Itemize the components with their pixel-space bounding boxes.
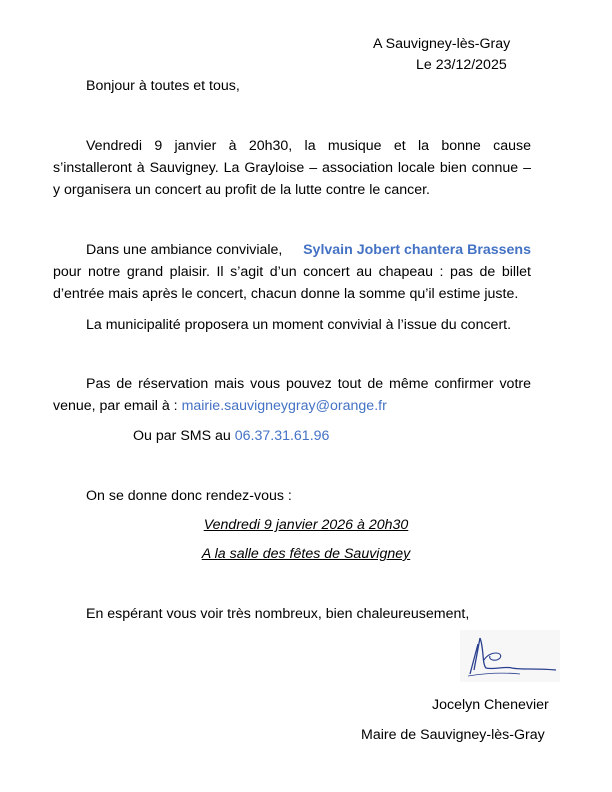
signature-name: Jocelyn Chenevier	[432, 697, 549, 713]
header-date: Le 23/12/2025	[416, 57, 507, 73]
paragraph1-line1: Vendredi 9 janvier à 20h30, la musique et la bonne cause	[86, 138, 531, 154]
rendezvous-when: Vendredi 9 janvier 2026 à 20h30	[203, 517, 409, 533]
paragraph1-line3: y organisera un concert au profit de la lutte contre le cancer.	[53, 182, 430, 198]
paragraph2-prefix: Dans une ambiance conviviale,	[86, 242, 283, 258]
paragraph2-line1	[86, 241, 531, 259]
handwritten-signature-icon	[460, 630, 560, 682]
paragraph2-line2: pour notre grand plaisir. Il s’agit d’un concert au chapeau : pas de billet	[53, 264, 531, 280]
reservation-line2	[53, 397, 387, 415]
greeting: Bonjour à toutes et tous,	[86, 78, 240, 94]
sms-line	[133, 427, 329, 445]
reservation-prefix: venue, par email à :	[53, 398, 178, 414]
rendezvous-intro: On se donne donc rendez-vous :	[86, 488, 292, 504]
reservation-line1: Pas de réservation mais vous pouvez tout de même confirmer votre	[86, 376, 531, 392]
paragraph1-line2: s’installeront à Sauvigney. La Grayloise – association locale bien connue –	[53, 160, 531, 176]
closing: En espérant vous voir très nombreux, bien chaleureusement,	[86, 606, 470, 622]
sms-prefix: Ou par SMS au	[133, 428, 231, 444]
header-place: A Sauvigney-lès-Gray	[373, 36, 511, 52]
email-link[interactable]: mairie.sauvigneygray@orange.fr	[181, 398, 387, 414]
phone-link[interactable]: 06.37.31.61.96	[234, 428, 330, 444]
signature-image	[460, 630, 560, 682]
paragraph3: La municipalité proposera un moment convivial à l’issue du concert.	[86, 317, 512, 333]
paragraph2-line3: d’entrée mais après le concert, chacun donne la somme qu’il estime juste.	[53, 286, 519, 302]
rendezvous-where: A la salle des fêtes de Sauvigney	[201, 546, 411, 562]
signature-title: Maire de Sauvigney-lès-Gray	[361, 727, 545, 743]
artist-highlight: Sylvain Jobert chantera Brassens	[303, 242, 531, 258]
